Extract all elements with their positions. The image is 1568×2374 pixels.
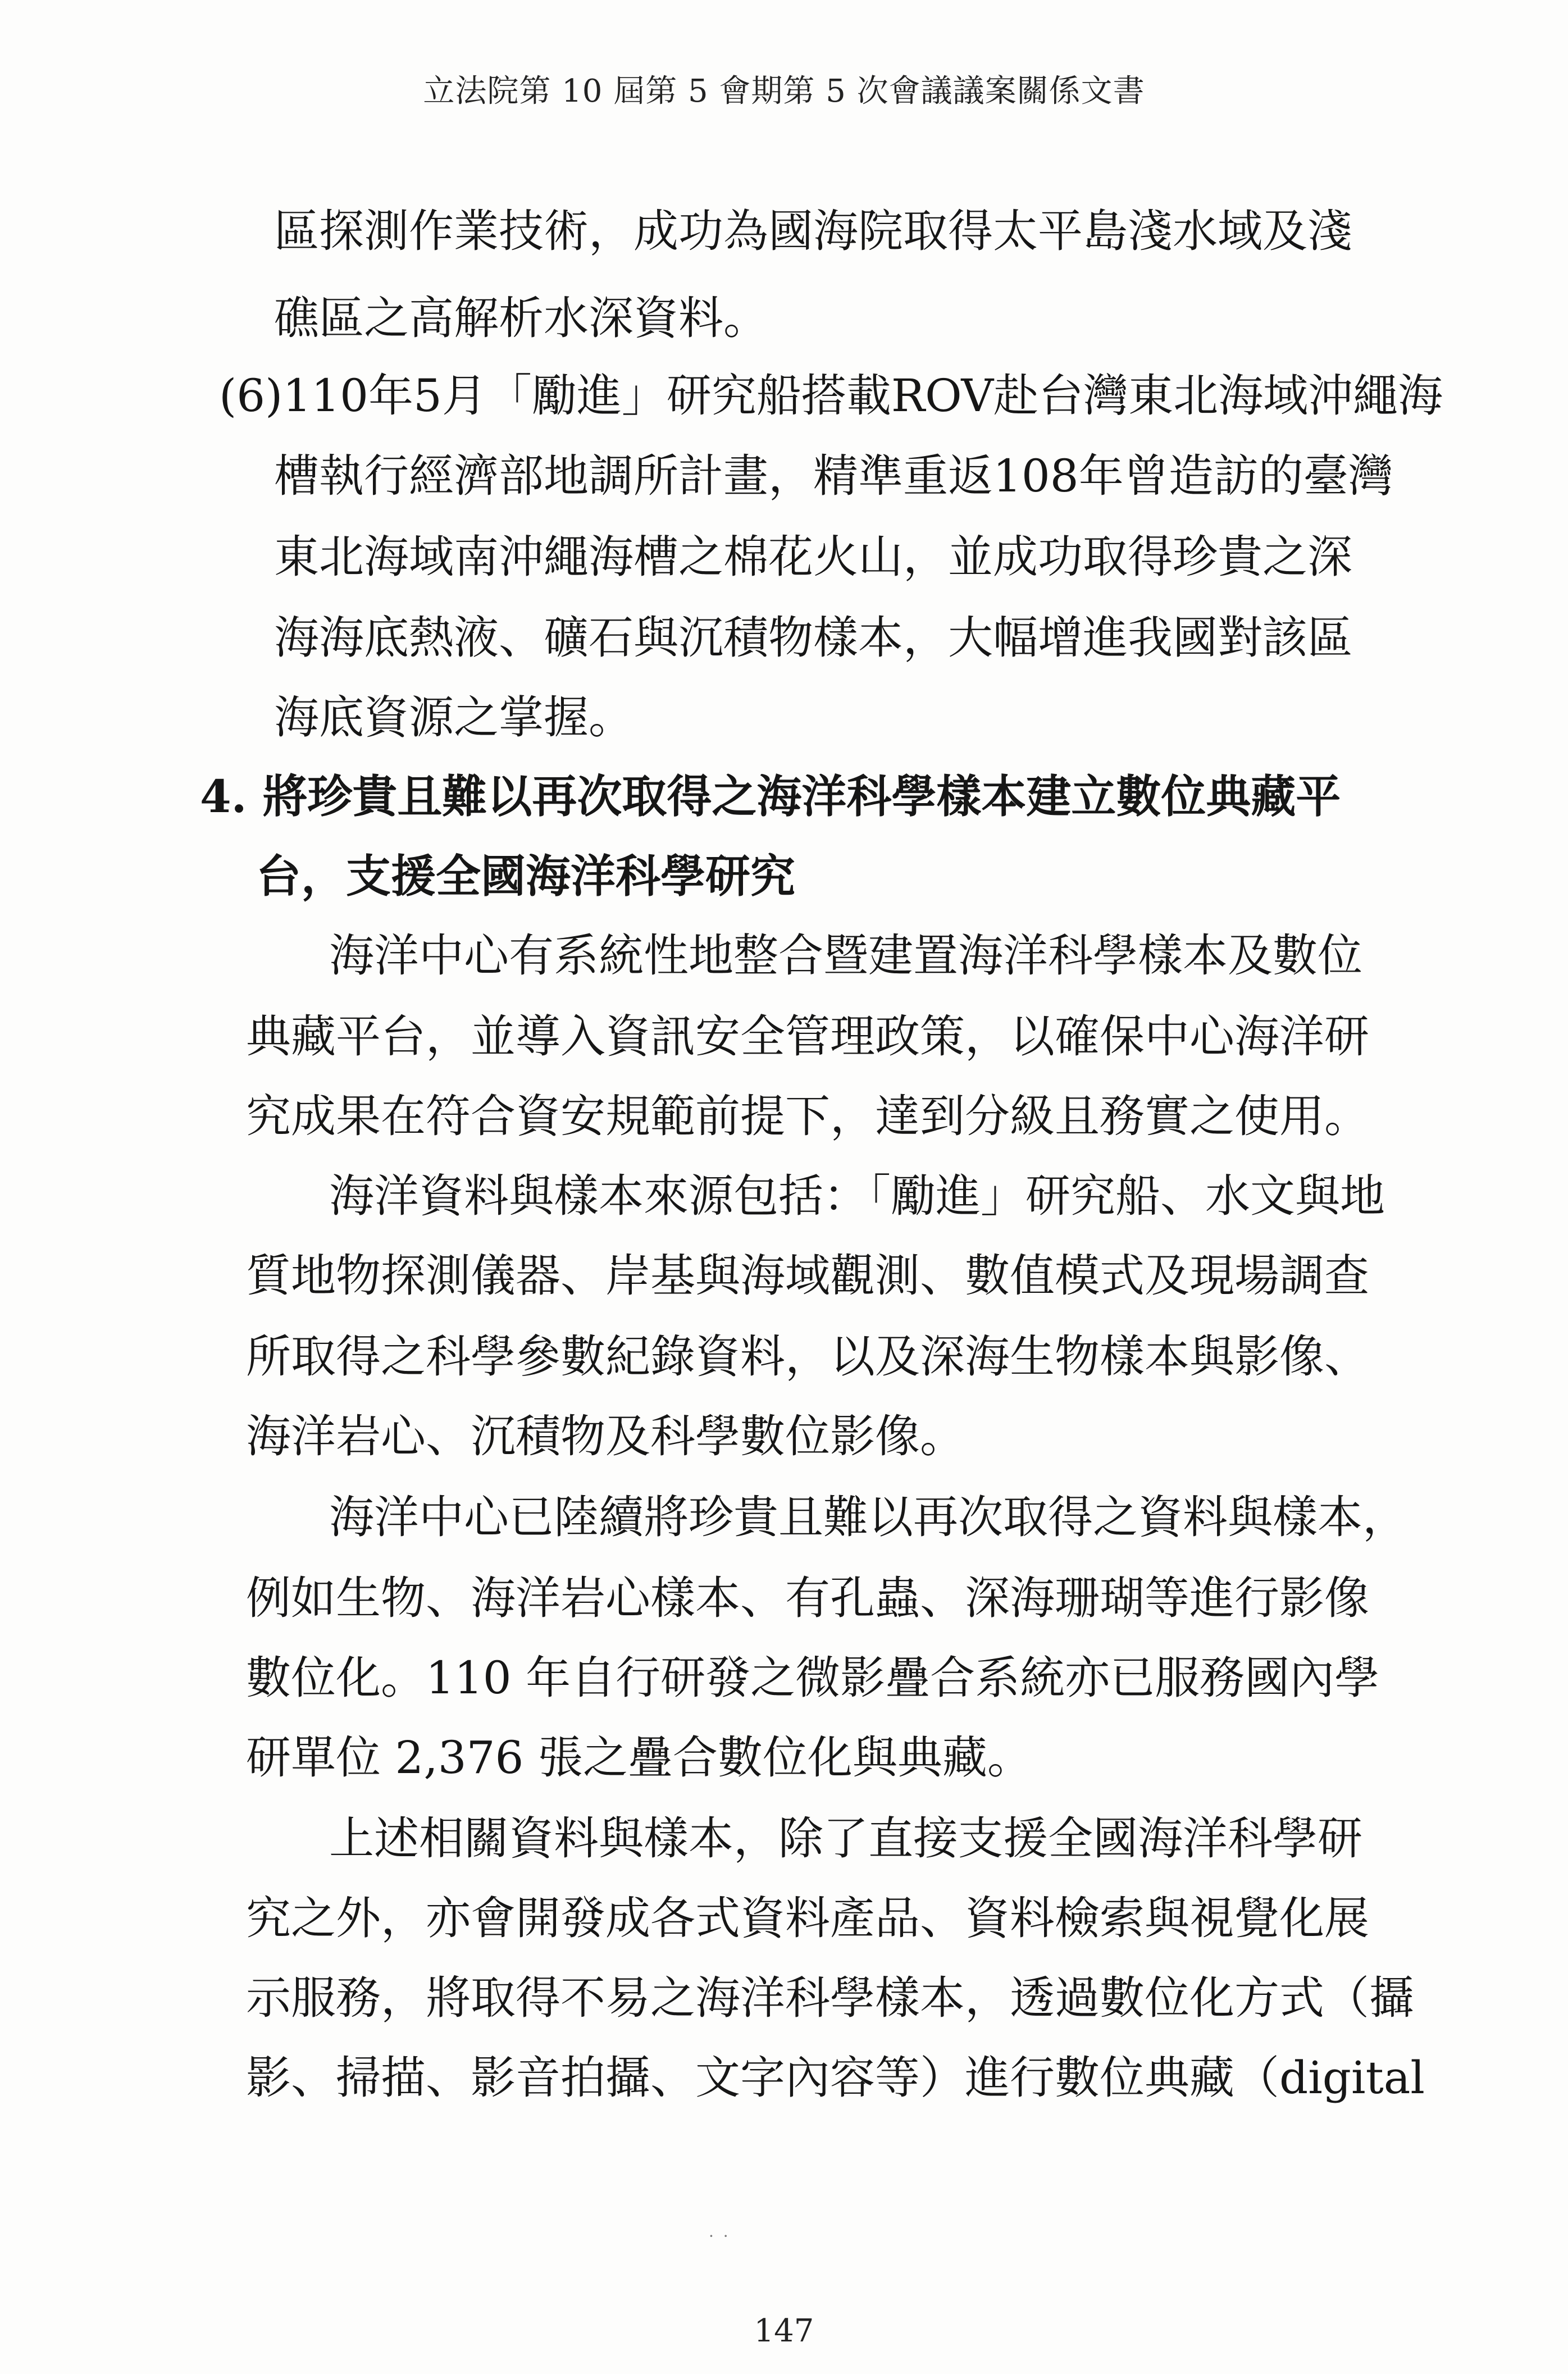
paragraph-line: 上述相關資料與樣本，除了直接支援全國海洋科學研 xyxy=(329,1812,1362,1865)
paragraph-line: 海洋中心有系統性地整合暨建置海洋科學樣本及數位 xyxy=(329,929,1362,982)
list-item-6-line: 海海底熱液、礦石與沉積物樣本，大幅增進我國對該區 xyxy=(274,612,1352,664)
body-line: 區探測作業技術，成功為國海院取得太平島淺水域及淺 xyxy=(274,205,1352,257)
paragraph-line: 所取得之科學參數紀錄資料，以及深海生物樣本與影像、 xyxy=(246,1330,1369,1383)
paragraph-line: 海洋資料與樣本來源包括：「勵進」研究船、水文與地 xyxy=(329,1170,1385,1222)
paragraph-line: 研單位 2,376 張之疊合數位化與典藏。 xyxy=(246,1731,1032,1784)
paragraph-line: 典藏平台，並導入資訊安全管理政策，以確保中心海洋研 xyxy=(246,1010,1369,1063)
list-item-6-line: 海底資源之掌握。 xyxy=(274,691,633,744)
list-item-6-line: 槽執行經濟部地調所計畫，精準重返108年曾造訪的臺灣 xyxy=(274,450,1393,502)
paragraph-line: 究成果在符合資安規範前提下，達到分級且務實之使用。 xyxy=(246,1090,1369,1142)
list-item-6-line: (6)110年5月「勵進」研究船搭載ROV赴台灣東北海域沖繩海 xyxy=(219,370,1443,422)
body-line: 礁區之高解析水深資料。 xyxy=(274,292,768,344)
scan-mark: · · xyxy=(709,2227,731,2245)
paragraph-line: 海洋中心已陸續將珍貴且難以再次取得之資料與樣本， xyxy=(329,1491,1407,1543)
page-header: 立法院第 10 屆第 5 會期第 5 次會議議案關係文書 xyxy=(423,73,1145,110)
paragraph-line: 例如生物、海洋岩心樣本、有孔蟲、深海珊瑚等進行影像 xyxy=(246,1572,1369,1624)
paragraph-line: 質地物探測儀器、岸基與海域觀測、數值模式及現場調查 xyxy=(246,1250,1369,1302)
paragraph-line: 數位化。110 年自行研發之微影疊合系統亦已服務國內學 xyxy=(246,1652,1380,1704)
paragraph-line: 海洋岩心、沉積物及科學數位影像。 xyxy=(246,1410,965,1462)
paragraph-line: 影、掃描、影音拍攝、文字內容等）進行數位典藏（digital xyxy=(246,2052,1425,2104)
section-heading: 台，支援全國海洋科學研究 xyxy=(256,850,795,903)
section-heading: 4. 將珍貴且難以再次取得之海洋科學樣本建立數位典藏平 xyxy=(200,770,1341,823)
list-item-6-line: 東北海域南沖繩海槽之棉花火山，並成功取得珍貴之深 xyxy=(274,531,1352,583)
paragraph-line: 究之外，亦會開發成各式資料產品、資料檢索與視覺化展 xyxy=(246,1892,1369,1944)
page-number: 147 xyxy=(754,2313,814,2349)
paragraph-line: 示服務，將取得不易之海洋科學樣本，透過數位化方式（攝 xyxy=(246,1972,1414,2024)
